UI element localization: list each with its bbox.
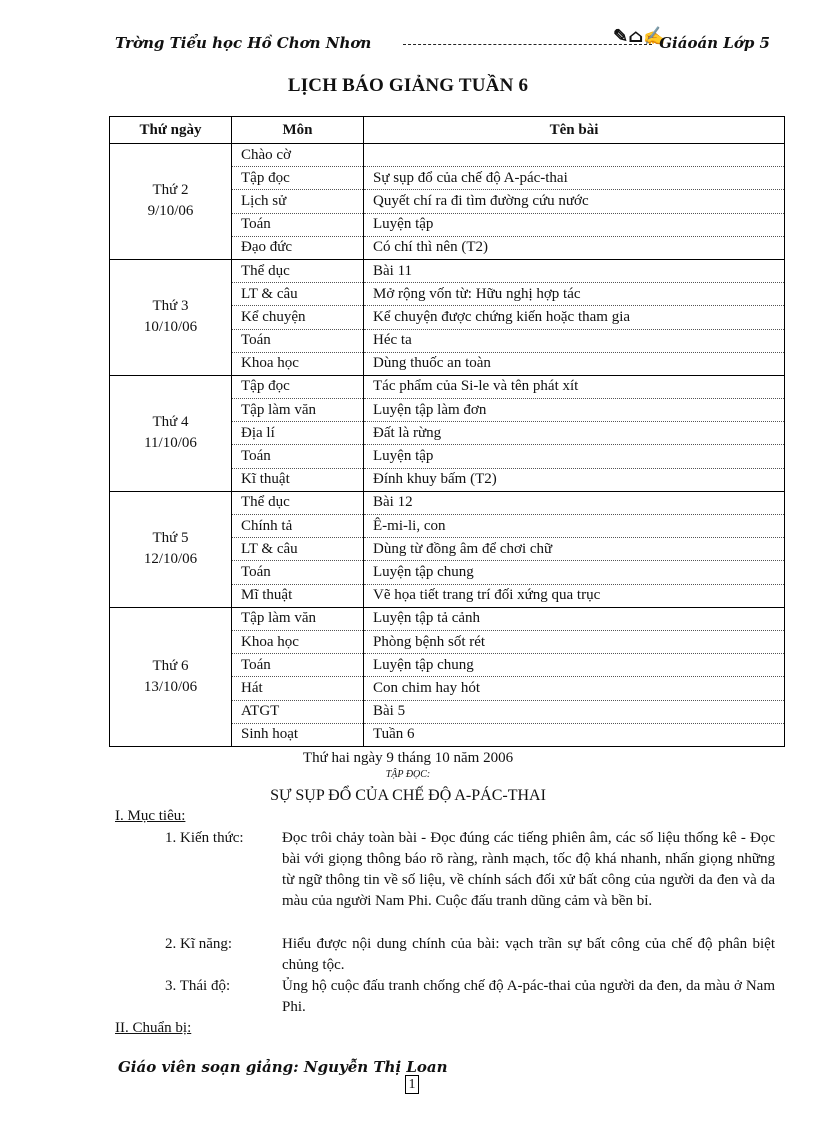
subject-cell: Sinh hoạt	[232, 723, 364, 746]
subject-cell: Toán	[232, 213, 364, 236]
lesson-cell: Luyện tập	[364, 445, 785, 468]
table-header-row	[110, 117, 785, 144]
subject-cell: Kĩ thuật	[232, 468, 364, 491]
day-cell	[110, 375, 232, 491]
subject-cell: Đạo đức	[232, 236, 364, 259]
date-line: Thứ hai ngày 9 tháng 10 năm 2006	[302, 750, 514, 766]
subject-cell: Địa lí	[232, 422, 364, 445]
lesson-cell: Luyện tập chung	[364, 654, 785, 677]
table-row	[110, 144, 785, 167]
day-date: 11/10/06	[144, 435, 197, 452]
subject-cell: Khoa học	[232, 352, 364, 375]
lesson-cell: Tuần 6	[364, 723, 785, 746]
lesson-cell: Dùng từ đồng âm để chơi chữ	[364, 538, 785, 561]
day-date: 12/10/06	[143, 551, 198, 568]
subject-cell: Chào cờ	[232, 144, 364, 167]
objective-text: Hiểu được nội dung chính của bài: vạch trần sự bất công của chế độ phân biệt chủng tộc.	[282, 936, 775, 973]
lesson-cell: Kể chuyện được chứng kiến hoặc tham gia	[364, 306, 785, 329]
table-row	[110, 375, 785, 398]
lesson-cell: Vẽ họa tiết trang trí đối xứng qua trục	[364, 584, 785, 607]
lesson-cell: Luyện tập chung	[364, 561, 785, 584]
table-row	[110, 607, 785, 630]
day-cell	[110, 259, 232, 375]
subject-cell: Tập đọc	[232, 167, 364, 190]
table-row	[110, 491, 785, 514]
page-number: 1	[405, 1075, 419, 1094]
section-objectives: I. Mục tiêu:	[115, 808, 186, 824]
lesson-cell: Bài 11	[364, 259, 785, 282]
subject-cell: Kể chuyện	[232, 306, 364, 329]
lesson-cell: Con chim hay hót	[364, 677, 785, 700]
subject-cell: Toán	[232, 654, 364, 677]
header-subject: Môn	[232, 117, 364, 144]
subject-cell: Tập làm văn	[232, 607, 364, 630]
lesson-cell: Ê-mi-li, con	[364, 515, 785, 538]
day-name: Thứ 5	[152, 530, 189, 547]
day-cell	[110, 607, 232, 746]
objective-text: Đọc trôi chảy toàn bài - Đọc đúng các tiếng phiên âm, các số liệu thống kê - Đọc bài với giọng thông báo rõ ràng, rành mạch, tốc độ khá nhanh, nhấn giọng những từ ngữ thông tin về số liệu, về chính sách đối xử bất công của người da đen và da màu của người Nam Phi. Cuộc đấu tranh dũng cảm và bền bỉ.	[282, 830, 775, 909]
lesson-cell: Phòng bệnh sốt rét	[364, 630, 785, 653]
subject-cell: LT & câu	[232, 538, 364, 561]
lesson-cell: Tác phẩm của Si-le và tên phát xít	[364, 375, 785, 398]
subject-cell: Mĩ thuật	[232, 584, 364, 607]
school-name: Trờng Tiểu học Hồ Chơn Nhơn	[115, 34, 372, 52]
objective-label: 2. Kĩ năng:	[165, 936, 233, 952]
subject-cell: Thể dục	[232, 259, 364, 282]
subject-cell: Toán	[232, 561, 364, 584]
lesson-cell: Luyện tập làm đơn	[364, 399, 785, 422]
lesson-cell: Mở rộng vốn từ: Hữu nghị hợp tác	[364, 283, 785, 306]
header-lesson: Tên bài	[364, 117, 785, 144]
subject-cell: LT & câu	[232, 283, 364, 306]
day-name: Thứ 4	[152, 414, 189, 431]
lesson-title: SỰ SỤP ĐỔ CỦA CHẾ ĐỘ A-PÁC-THAI	[270, 787, 546, 804]
subject-cell: Toán	[232, 329, 364, 352]
subject-cell: Thể dục	[232, 491, 364, 514]
lesson-cell: Héc ta	[364, 329, 785, 352]
table-row	[110, 259, 785, 282]
objective-text: Ủng hộ cuộc đấu tranh chống chế độ A-pác-thai của người da đen, da màu ở Nam Phi.	[282, 978, 775, 1015]
day-date: 9/10/06	[147, 203, 194, 220]
day-name: Thứ 2	[152, 182, 189, 199]
lesson-cell: Sự sụp đổ của chế độ A-pác-thai	[364, 167, 785, 190]
lesson-cell: Luyện tập tả cảnh	[364, 607, 785, 630]
lesson-cell: Có chí thì nên (T2)	[364, 236, 785, 259]
subject-cell: ATGT	[232, 700, 364, 723]
schedule-table	[109, 116, 785, 747]
subject-label: Giáoán Lớp 5	[659, 34, 770, 52]
day-name: Thứ 3	[152, 298, 189, 315]
lesson-cell	[364, 144, 785, 167]
page-title: LỊCH BÁO GIẢNG TUẦN 6	[287, 75, 529, 96]
lesson-cell: Luyện tập	[364, 213, 785, 236]
lesson-cell: Đất là rừng	[364, 422, 785, 445]
day-cell	[110, 491, 232, 607]
subject-cell: Khoa học	[232, 630, 364, 653]
page-header	[115, 26, 770, 56]
subject-line: TẬP ĐỌC:	[385, 769, 431, 780]
header-ornament-icon: ✎⌂✍	[613, 26, 666, 47]
subject-cell: Toán	[232, 445, 364, 468]
day-date: 10/10/06	[143, 319, 198, 336]
subject-cell: Chính tả	[232, 515, 364, 538]
day-cell	[110, 144, 232, 260]
header-day: Thứ ngày	[110, 117, 232, 144]
lesson-cell: Bài 12	[364, 491, 785, 514]
day-date: 13/10/06	[143, 678, 198, 695]
lesson-cell: Đính khuy bấm (T2)	[364, 468, 785, 491]
subject-cell: Tập làm văn	[232, 399, 364, 422]
subject-cell: Hát	[232, 677, 364, 700]
subject-cell: Lịch sử	[232, 190, 364, 213]
lesson-cell: Dùng thuốc an toàn	[364, 352, 785, 375]
teacher-footer: Giáo viên soạn giảng: Nguyễn Thị Loan	[118, 1058, 448, 1076]
lesson-cell: Bài 5	[364, 700, 785, 723]
section-preparation: II. Chuẩn bị:	[115, 1020, 192, 1036]
objective-label: 3. Thái độ:	[165, 978, 231, 994]
lesson-cell: Quyết chí ra đi tìm đường cứu nước	[364, 190, 785, 213]
objective-label: 1. Kiến thức:	[165, 830, 244, 846]
day-name: Thứ 6	[152, 657, 189, 674]
subject-cell: Tập đọc	[232, 375, 364, 398]
